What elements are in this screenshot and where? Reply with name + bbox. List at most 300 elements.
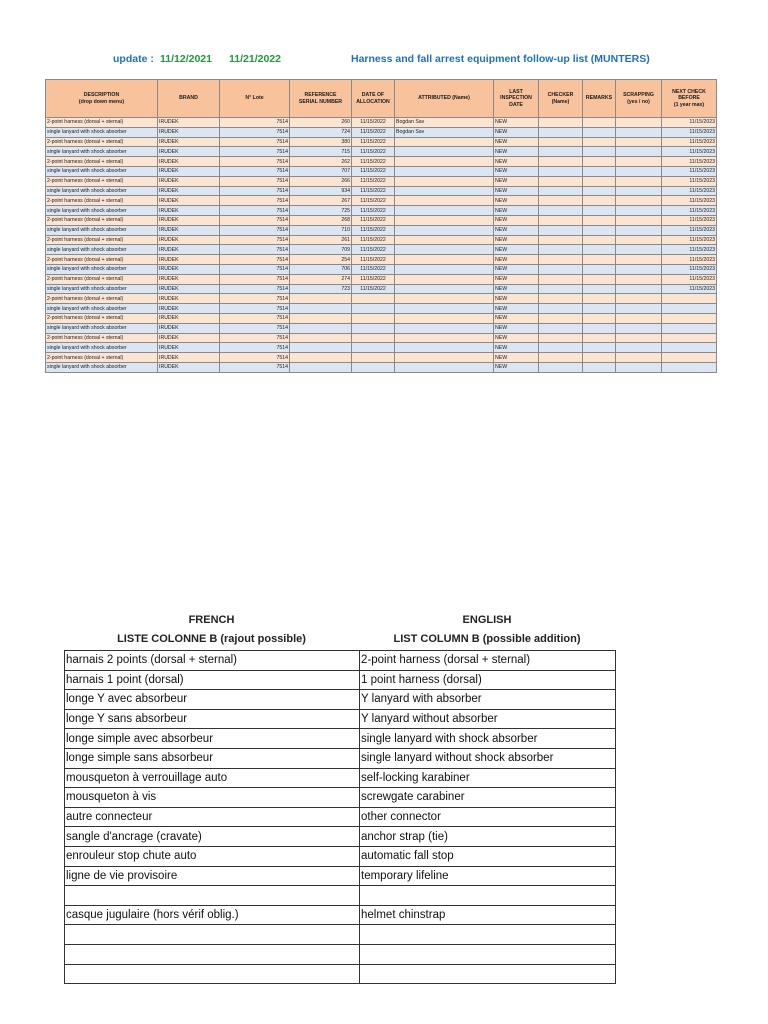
cell-last-inspection-date[interactable]: NEW [494, 186, 539, 196]
cell-serial-number[interactable]: 260 [290, 118, 352, 128]
cell-next-check[interactable]: 11/15/2023 [662, 196, 717, 206]
cell-description[interactable]: single lanyard with shock absorber [46, 166, 158, 176]
table-row[interactable] [46, 186, 717, 196]
cell-remarks[interactable] [583, 294, 616, 304]
cell-scrapping[interactable] [616, 333, 662, 343]
table-row[interactable] [46, 304, 717, 314]
table-row[interactable] [46, 294, 717, 304]
cell-serial-number[interactable]: 706 [290, 264, 352, 274]
cell-serial-number[interactable] [290, 323, 352, 333]
cell-next-check[interactable]: 11/15/2023 [662, 264, 717, 274]
cell-description[interactable]: single lanyard with shock absorber [46, 245, 158, 255]
cell-checker[interactable] [539, 343, 583, 353]
table-row[interactable] [46, 176, 717, 186]
cell-serial-number[interactable] [290, 343, 352, 353]
cell-lot-number[interactable]: 7514 [220, 147, 290, 157]
cell-serial-number[interactable]: 268 [290, 215, 352, 225]
cell-description[interactable]: 2-point harness (dorsal + sternal) [46, 235, 158, 245]
cell-remarks[interactable] [583, 225, 616, 235]
cell-lot-number[interactable]: 7514 [220, 245, 290, 255]
table-row[interactable] [46, 127, 717, 137]
cell-checker[interactable] [539, 313, 583, 323]
cell-brand[interactable]: IRUDEK [158, 274, 220, 284]
cell-serial-number[interactable] [290, 333, 352, 343]
table-row[interactable] [46, 196, 717, 206]
cell-checker[interactable] [539, 274, 583, 284]
table-row[interactable] [46, 245, 717, 255]
cell-lot-number[interactable]: 7514 [220, 157, 290, 167]
cell-brand[interactable]: IRUDEK [158, 284, 220, 294]
cell-attributed-name[interactable] [395, 255, 494, 265]
cell-checker[interactable] [539, 333, 583, 343]
cell-allocation-date[interactable]: 11/15/2022 [352, 176, 395, 186]
cell-allocation-date[interactable]: 11/15/2022 [352, 186, 395, 196]
cell-description[interactable]: single lanyard with shock absorber [46, 186, 158, 196]
cell-remarks[interactable] [583, 362, 616, 372]
cell-allocation-date[interactable]: 11/15/2022 [352, 235, 395, 245]
cell-last-inspection-date[interactable]: NEW [494, 304, 539, 314]
cell-brand[interactable]: IRUDEK [158, 245, 220, 255]
cell-remarks[interactable] [583, 313, 616, 323]
cell-checker[interactable] [539, 353, 583, 363]
cell-checker[interactable] [539, 304, 583, 314]
cell-lot-number[interactable]: 7514 [220, 118, 290, 128]
cell-allocation-date[interactable]: 11/15/2022 [352, 245, 395, 255]
cell-description[interactable]: single lanyard with shock absorber [46, 225, 158, 235]
cell-next-check[interactable] [662, 362, 717, 372]
cell-remarks[interactable] [583, 304, 616, 314]
cell-description[interactable]: single lanyard with shock absorber [46, 343, 158, 353]
cell-serial-number[interactable]: 725 [290, 206, 352, 216]
table-row[interactable] [46, 157, 717, 167]
cell-brand[interactable]: IRUDEK [158, 264, 220, 274]
cell-last-inspection-date[interactable]: NEW [494, 313, 539, 323]
cell-lot-number[interactable]: 7514 [220, 323, 290, 333]
cell-attributed-name[interactable] [395, 264, 494, 274]
cell-attributed-name[interactable] [395, 313, 494, 323]
cell-scrapping[interactable] [616, 362, 662, 372]
cell-last-inspection-date[interactable]: NEW [494, 215, 539, 225]
cell-remarks[interactable] [583, 157, 616, 167]
cell-brand[interactable]: IRUDEK [158, 176, 220, 186]
table-row[interactable] [46, 215, 717, 225]
table-row[interactable] [46, 284, 717, 294]
cell-allocation-date[interactable]: 11/15/2022 [352, 255, 395, 265]
cell-next-check[interactable] [662, 323, 717, 333]
cell-checker[interactable] [539, 186, 583, 196]
cell-description[interactable]: 2-point harness (dorsal + sternal) [46, 157, 158, 167]
cell-scrapping[interactable] [616, 343, 662, 353]
cell-remarks[interactable] [583, 274, 616, 284]
cell-next-check[interactable]: 11/15/2023 [662, 118, 717, 128]
cell-serial-number[interactable]: 380 [290, 137, 352, 147]
cell-serial-number[interactable]: 266 [290, 176, 352, 186]
cell-next-check[interactable]: 11/15/2023 [662, 284, 717, 294]
cell-remarks[interactable] [583, 127, 616, 137]
table-row[interactable] [46, 255, 717, 265]
cell-remarks[interactable] [583, 147, 616, 157]
cell-checker[interactable] [539, 225, 583, 235]
cell-lot-number[interactable]: 7514 [220, 196, 290, 206]
cell-serial-number[interactable]: 709 [290, 245, 352, 255]
cell-scrapping[interactable] [616, 186, 662, 196]
table-row[interactable] [46, 166, 717, 176]
cell-attributed-name[interactable] [395, 196, 494, 206]
table-row[interactable] [46, 137, 717, 147]
cell-next-check[interactable]: 11/15/2023 [662, 255, 717, 265]
cell-lot-number[interactable]: 7514 [220, 353, 290, 363]
cell-next-check[interactable]: 11/15/2023 [662, 274, 717, 284]
cell-allocation-date[interactable]: 11/15/2022 [352, 274, 395, 284]
cell-attributed-name[interactable] [395, 304, 494, 314]
cell-next-check[interactable] [662, 353, 717, 363]
cell-checker[interactable] [539, 284, 583, 294]
cell-checker[interactable] [539, 255, 583, 265]
cell-brand[interactable]: IRUDEK [158, 343, 220, 353]
cell-lot-number[interactable]: 7514 [220, 225, 290, 235]
cell-allocation-date[interactable] [352, 362, 395, 372]
cell-lot-number[interactable]: 7514 [220, 304, 290, 314]
cell-last-inspection-date[interactable]: NEW [494, 362, 539, 372]
cell-serial-number[interactable] [290, 304, 352, 314]
cell-lot-number[interactable]: 7514 [220, 186, 290, 196]
cell-serial-number[interactable]: 274 [290, 274, 352, 284]
cell-remarks[interactable] [583, 196, 616, 206]
cell-description[interactable]: 2-point harness (dorsal + sternal) [46, 255, 158, 265]
cell-scrapping[interactable] [616, 294, 662, 304]
cell-attributed-name[interactable]: Bogdan Sav [395, 127, 494, 137]
cell-next-check[interactable]: 11/15/2023 [662, 127, 717, 137]
cell-description[interactable]: 2-point harness (dorsal + sternal) [46, 196, 158, 206]
cell-allocation-date[interactable]: 11/15/2022 [352, 225, 395, 235]
cell-scrapping[interactable] [616, 264, 662, 274]
cell-next-check[interactable]: 11/15/2023 [662, 245, 717, 255]
cell-brand[interactable]: IRUDEK [158, 304, 220, 314]
cell-allocation-date[interactable] [352, 294, 395, 304]
cell-description[interactable]: single lanyard with shock absorber [46, 284, 158, 294]
cell-attributed-name[interactable] [395, 362, 494, 372]
cell-description[interactable]: single lanyard with shock absorber [46, 362, 158, 372]
cell-brand[interactable]: IRUDEK [158, 186, 220, 196]
cell-last-inspection-date[interactable]: NEW [494, 264, 539, 274]
cell-last-inspection-date[interactable]: NEW [494, 225, 539, 235]
table-row[interactable] [46, 333, 717, 343]
cell-brand[interactable]: IRUDEK [158, 225, 220, 235]
cell-serial-number[interactable] [290, 362, 352, 372]
cell-scrapping[interactable] [616, 255, 662, 265]
cell-next-check[interactable]: 11/15/2023 [662, 137, 717, 147]
cell-description[interactable]: single lanyard with shock absorber [46, 147, 158, 157]
cell-remarks[interactable] [583, 245, 616, 255]
cell-attributed-name[interactable] [395, 235, 494, 245]
cell-serial-number[interactable]: 262 [290, 157, 352, 167]
cell-description[interactable]: 2-point harness (dorsal + sternal) [46, 118, 158, 128]
cell-description[interactable]: 2-point harness (dorsal + sternal) [46, 137, 158, 147]
cell-allocation-date[interactable] [352, 313, 395, 323]
cell-scrapping[interactable] [616, 127, 662, 137]
cell-description[interactable]: single lanyard with shock absorber [46, 304, 158, 314]
cell-brand[interactable]: IRUDEK [158, 147, 220, 157]
cell-serial-number[interactable]: 723 [290, 284, 352, 294]
cell-description[interactable]: single lanyard with shock absorber [46, 323, 158, 333]
cell-last-inspection-date[interactable]: NEW [494, 235, 539, 245]
cell-checker[interactable] [539, 127, 583, 137]
cell-checker[interactable] [539, 294, 583, 304]
cell-brand[interactable]: IRUDEK [158, 206, 220, 216]
cell-attributed-name[interactable] [395, 176, 494, 186]
cell-remarks[interactable] [583, 333, 616, 343]
cell-remarks[interactable] [583, 186, 616, 196]
cell-checker[interactable] [539, 245, 583, 255]
cell-lot-number[interactable]: 7514 [220, 235, 290, 245]
cell-next-check[interactable]: 11/15/2023 [662, 176, 717, 186]
cell-remarks[interactable] [583, 118, 616, 128]
cell-brand[interactable]: IRUDEK [158, 362, 220, 372]
table-row[interactable] [46, 235, 717, 245]
cell-scrapping[interactable] [616, 118, 662, 128]
cell-remarks[interactable] [583, 323, 616, 333]
cell-scrapping[interactable] [616, 304, 662, 314]
cell-lot-number[interactable]: 7514 [220, 206, 290, 216]
cell-next-check[interactable]: 11/15/2023 [662, 215, 717, 225]
cell-scrapping[interactable] [616, 225, 662, 235]
cell-attributed-name[interactable] [395, 137, 494, 147]
cell-allocation-date[interactable]: 11/15/2022 [352, 147, 395, 157]
cell-description[interactable]: single lanyard with shock absorber [46, 127, 158, 137]
cell-last-inspection-date[interactable]: NEW [494, 274, 539, 284]
cell-scrapping[interactable] [616, 176, 662, 186]
cell-brand[interactable]: IRUDEK [158, 313, 220, 323]
cell-scrapping[interactable] [616, 245, 662, 255]
cell-last-inspection-date[interactable]: NEW [494, 343, 539, 353]
cell-last-inspection-date[interactable]: NEW [494, 284, 539, 294]
cell-last-inspection-date[interactable]: NEW [494, 353, 539, 363]
cell-scrapping[interactable] [616, 137, 662, 147]
cell-serial-number[interactable]: 710 [290, 225, 352, 235]
cell-description[interactable]: 2-point harness (dorsal + sternal) [46, 215, 158, 225]
cell-scrapping[interactable] [616, 206, 662, 216]
cell-attributed-name[interactable] [395, 157, 494, 167]
cell-scrapping[interactable] [616, 235, 662, 245]
cell-brand[interactable]: IRUDEK [158, 166, 220, 176]
cell-description[interactable]: 2-point harness (dorsal + sternal) [46, 313, 158, 323]
table-row[interactable] [46, 147, 717, 157]
cell-attributed-name[interactable] [395, 323, 494, 333]
cell-serial-number[interactable] [290, 313, 352, 323]
cell-lot-number[interactable]: 7514 [220, 137, 290, 147]
cell-checker[interactable] [539, 215, 583, 225]
table-row[interactable] [46, 362, 717, 372]
cell-next-check[interactable]: 11/15/2023 [662, 147, 717, 157]
cell-scrapping[interactable] [616, 274, 662, 284]
cell-lot-number[interactable]: 7514 [220, 294, 290, 304]
cell-brand[interactable]: IRUDEK [158, 196, 220, 206]
cell-description[interactable]: 2-point harness (dorsal + sternal) [46, 274, 158, 284]
cell-next-check[interactable]: 11/15/2023 [662, 186, 717, 196]
cell-last-inspection-date[interactable]: NEW [494, 294, 539, 304]
cell-last-inspection-date[interactable]: NEW [494, 157, 539, 167]
cell-lot-number[interactable]: 7514 [220, 127, 290, 137]
cell-allocation-date[interactable]: 11/15/2022 [352, 284, 395, 294]
cell-serial-number[interactable]: 261 [290, 235, 352, 245]
cell-next-check[interactable]: 11/15/2023 [662, 235, 717, 245]
cell-attributed-name[interactable]: Bogdan Sav [395, 118, 494, 128]
cell-allocation-date[interactable]: 11/15/2022 [352, 264, 395, 274]
cell-attributed-name[interactable] [395, 225, 494, 235]
cell-brand[interactable]: IRUDEK [158, 333, 220, 343]
cell-last-inspection-date[interactable]: NEW [494, 245, 539, 255]
cell-allocation-date[interactable]: 11/15/2022 [352, 215, 395, 225]
cell-allocation-date[interactable] [352, 353, 395, 363]
cell-serial-number[interactable] [290, 353, 352, 363]
cell-brand[interactable]: IRUDEK [158, 323, 220, 333]
cell-brand[interactable]: IRUDEK [158, 353, 220, 363]
table-row[interactable] [46, 323, 717, 333]
cell-serial-number[interactable]: 724 [290, 127, 352, 137]
cell-brand[interactable]: IRUDEK [158, 294, 220, 304]
cell-attributed-name[interactable] [395, 147, 494, 157]
cell-brand[interactable]: IRUDEK [158, 255, 220, 265]
table-row[interactable] [46, 225, 717, 235]
cell-lot-number[interactable]: 7514 [220, 343, 290, 353]
cell-scrapping[interactable] [616, 196, 662, 206]
cell-allocation-date[interactable]: 11/15/2022 [352, 157, 395, 167]
cell-scrapping[interactable] [616, 166, 662, 176]
cell-remarks[interactable] [583, 206, 616, 216]
cell-lot-number[interactable]: 7514 [220, 284, 290, 294]
cell-attributed-name[interactable] [395, 353, 494, 363]
cell-allocation-date[interactable] [352, 333, 395, 343]
cell-checker[interactable] [539, 137, 583, 147]
cell-scrapping[interactable] [616, 147, 662, 157]
cell-description[interactable]: 2-point harness (dorsal + sternal) [46, 353, 158, 363]
cell-remarks[interactable] [583, 264, 616, 274]
cell-remarks[interactable] [583, 176, 616, 186]
table-row[interactable] [46, 313, 717, 323]
cell-serial-number[interactable]: 934 [290, 186, 352, 196]
table-row[interactable] [46, 274, 717, 284]
cell-description[interactable]: single lanyard with shock absorber [46, 206, 158, 216]
cell-allocation-date[interactable]: 11/15/2022 [352, 166, 395, 176]
cell-attributed-name[interactable] [395, 294, 494, 304]
cell-checker[interactable] [539, 206, 583, 216]
cell-next-check[interactable] [662, 313, 717, 323]
table-row[interactable] [46, 206, 717, 216]
cell-lot-number[interactable]: 7514 [220, 313, 290, 323]
cell-last-inspection-date[interactable]: NEW [494, 333, 539, 343]
cell-allocation-date[interactable]: 11/15/2022 [352, 206, 395, 216]
cell-last-inspection-date[interactable]: NEW [494, 127, 539, 137]
cell-next-check[interactable] [662, 304, 717, 314]
cell-allocation-date[interactable]: 11/15/2022 [352, 118, 395, 128]
cell-next-check[interactable] [662, 333, 717, 343]
cell-checker[interactable] [539, 147, 583, 157]
cell-allocation-date[interactable] [352, 304, 395, 314]
cell-attributed-name[interactable] [395, 333, 494, 343]
cell-allocation-date[interactable]: 11/15/2022 [352, 127, 395, 137]
cell-next-check[interactable]: 11/15/2023 [662, 157, 717, 167]
cell-description[interactable]: 2-point harness (dorsal + sternal) [46, 294, 158, 304]
cell-lot-number[interactable]: 7514 [220, 362, 290, 372]
cell-attributed-name[interactable] [395, 166, 494, 176]
cell-serial-number[interactable]: 715 [290, 147, 352, 157]
cell-lot-number[interactable]: 7514 [220, 274, 290, 284]
cell-scrapping[interactable] [616, 284, 662, 294]
cell-checker[interactable] [539, 264, 583, 274]
cell-last-inspection-date[interactable]: NEW [494, 255, 539, 265]
cell-scrapping[interactable] [616, 323, 662, 333]
cell-last-inspection-date[interactable]: NEW [494, 196, 539, 206]
cell-attributed-name[interactable] [395, 206, 494, 216]
cell-checker[interactable] [539, 196, 583, 206]
cell-checker[interactable] [539, 157, 583, 167]
table-row[interactable] [46, 118, 717, 128]
cell-serial-number[interactable] [290, 294, 352, 304]
cell-serial-number[interactable]: 254 [290, 255, 352, 265]
cell-remarks[interactable] [583, 166, 616, 176]
cell-checker[interactable] [539, 166, 583, 176]
cell-checker[interactable] [539, 235, 583, 245]
cell-remarks[interactable] [583, 137, 616, 147]
cell-checker[interactable] [539, 118, 583, 128]
cell-attributed-name[interactable] [395, 274, 494, 284]
table-row[interactable] [46, 343, 717, 353]
cell-remarks[interactable] [583, 235, 616, 245]
cell-scrapping[interactable] [616, 157, 662, 167]
cell-lot-number[interactable]: 7514 [220, 166, 290, 176]
cell-description[interactable]: single lanyard with shock absorber [46, 264, 158, 274]
cell-brand[interactable]: IRUDEK [158, 235, 220, 245]
cell-attributed-name[interactable] [395, 343, 494, 353]
cell-last-inspection-date[interactable]: NEW [494, 147, 539, 157]
cell-scrapping[interactable] [616, 313, 662, 323]
cell-attributed-name[interactable] [395, 215, 494, 225]
cell-remarks[interactable] [583, 215, 616, 225]
cell-brand[interactable]: IRUDEK [158, 157, 220, 167]
cell-remarks[interactable] [583, 353, 616, 363]
cell-remarks[interactable] [583, 284, 616, 294]
cell-attributed-name[interactable] [395, 284, 494, 294]
cell-allocation-date[interactable]: 11/15/2022 [352, 137, 395, 147]
cell-lot-number[interactable]: 7514 [220, 255, 290, 265]
cell-next-check[interactable]: 11/15/2023 [662, 206, 717, 216]
cell-lot-number[interactable]: 7514 [220, 176, 290, 186]
cell-scrapping[interactable] [616, 215, 662, 225]
cell-checker[interactable] [539, 176, 583, 186]
cell-allocation-date[interactable]: 11/15/2022 [352, 196, 395, 206]
cell-brand[interactable]: IRUDEK [158, 127, 220, 137]
cell-allocation-date[interactable] [352, 343, 395, 353]
cell-next-check[interactable]: 11/15/2023 [662, 166, 717, 176]
cell-scrapping[interactable] [616, 353, 662, 363]
table-row[interactable] [46, 353, 717, 363]
cell-last-inspection-date[interactable]: NEW [494, 176, 539, 186]
cell-allocation-date[interactable] [352, 323, 395, 333]
cell-remarks[interactable] [583, 255, 616, 265]
cell-brand[interactable]: IRUDEK [158, 137, 220, 147]
cell-lot-number[interactable]: 7514 [220, 215, 290, 225]
cell-description[interactable]: 2-point harness (dorsal + sternal) [46, 176, 158, 186]
cell-last-inspection-date[interactable]: NEW [494, 323, 539, 333]
cell-checker[interactable] [539, 362, 583, 372]
cell-remarks[interactable] [583, 343, 616, 353]
cell-last-inspection-date[interactable]: NEW [494, 166, 539, 176]
cell-last-inspection-date[interactable]: NEW [494, 137, 539, 147]
cell-lot-number[interactable]: 7514 [220, 264, 290, 274]
cell-next-check[interactable] [662, 294, 717, 304]
table-row[interactable] [46, 264, 717, 274]
cell-brand[interactable]: IRUDEK [158, 215, 220, 225]
